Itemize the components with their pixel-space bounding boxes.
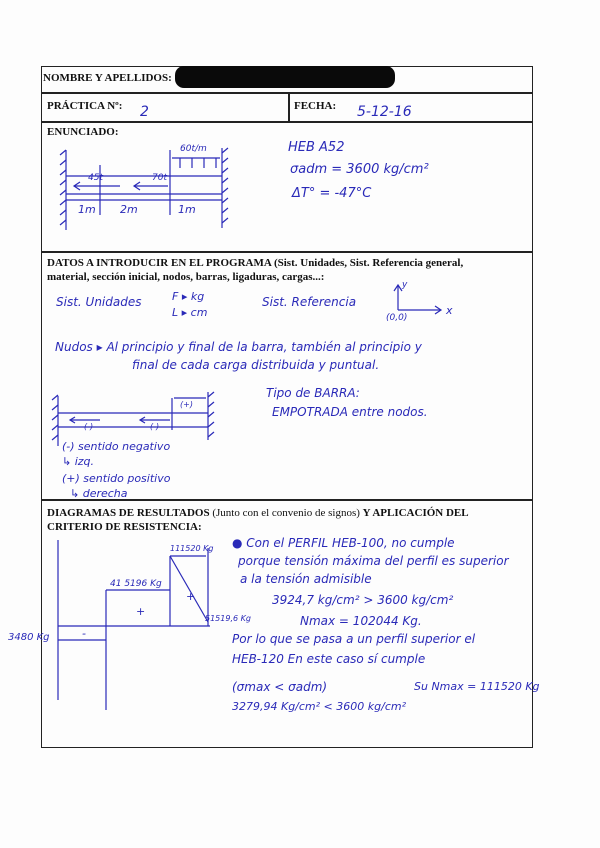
sign-plus-1: + [136,605,146,618]
date-label: FECHA: [294,100,337,112]
result-text-8: (σmax < σadm) [232,680,328,694]
data-title-bold: DATOS A INTRODUCIR EN EL PROGRAMA [47,257,272,269]
axis-y: y [402,280,408,290]
span-2: 2m [120,203,138,216]
result-text-1: ● Con el PERFIL HEB-100, no cumple [232,536,455,550]
reference-label: Sist. Referencia [262,295,357,309]
sign-minus-2: (-) [150,422,160,431]
profile-text: HEB A52 [288,140,345,155]
sign-minus: - [82,627,86,640]
units-label: Sist. Unidades [56,295,142,309]
bar-type-value: EMPOTRADA entre nodos. [272,405,428,419]
results-title-line2: CRITERIO DE RESISTENCIA: [47,521,202,533]
results-title-bold2: Y APLICACIÓN DEL [362,507,469,519]
units-length: L ▸ cm [172,306,208,319]
nodes-line-1: Nudos ▸ Al principio y final de la barra, también al principio y [55,340,422,354]
result-text-6: Por lo que se pasa a un perfil superior el [232,632,476,646]
result-text-9: Su Nmax = 111520 Kg [414,680,540,693]
result-text-3: a la tensión admisible [240,572,372,586]
name-label: NOMBRE Y APELLIDOS: [43,72,172,84]
result-text-10: 3279,94 Kg/cm² < 3600 kg/cm² [232,700,406,713]
value-top: 111520 Kg [170,544,214,553]
practice-label: PRÁCTICA Nº: [47,100,123,112]
value-left: 3480 Kg [8,632,50,643]
origin: (0,0) [386,313,408,323]
bar-type: Tipo de BARRA: [266,386,360,400]
sign-plus-2: + [186,590,196,603]
data-subtitle: material, sección inicial, nodos, barras, ligaduras, cargas...: [47,271,325,283]
sign-plus-box: (+) [180,400,193,409]
sigma-text: σadm = 3600 kg/cm² [290,162,429,177]
date-value: 5-12-16 [357,104,412,120]
results-title-bold: DIAGRAMAS DE RESULTADOS [47,507,210,519]
span-1: 1m [78,203,96,216]
delta-t-text: ΔT° = -47°C [292,186,372,201]
negative-left: ↳ izq. [62,455,95,468]
load-distributed: 60t/m [180,144,207,154]
results-title-mid: (Junto con el convenio de signos) [209,507,363,519]
result-text-7: HEB-120 En este caso sí cumple [232,652,426,666]
load-left: 45t [88,173,103,183]
axis-x: x [446,304,453,317]
value-mid: 41 5196 Kg [110,579,162,589]
positive-direction: (+) sentido positivo [62,472,171,485]
negative-direction: (-) sentido negativo [62,440,171,453]
result-text-4: 3924,7 kg/cm² > 3600 kg/cm² [272,593,454,607]
nodes-line-2: final de cada carga distribuida y puntual. [132,358,380,372]
positive-right: ↳ derecha [70,487,128,500]
data-title-rest: (Sist. Unidades, Sist. Referencia general, [271,257,464,269]
result-text-2: porque tensión máxima del perfil es superior [238,554,509,568]
load-mid: 70t [152,173,167,183]
units-force: F ▸ kg [172,290,205,303]
result-text-5: Nmax = 102044 Kg. [300,614,422,628]
practice-value: 2 [140,104,149,120]
statement-label: ENUNCIADO: [47,126,119,138]
value-right: 51519,6 Kg [205,614,251,623]
sign-minus-1: (-) [84,422,94,431]
span-3: 1m [178,203,196,216]
